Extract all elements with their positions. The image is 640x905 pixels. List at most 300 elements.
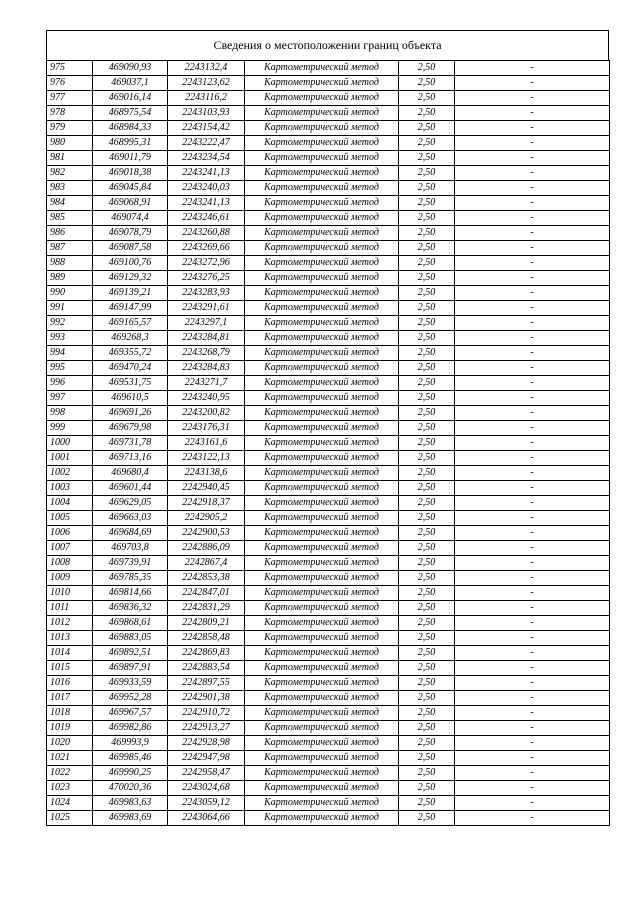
point-number-cell: 978 xyxy=(47,106,93,121)
method-cell: Картометрический метод xyxy=(245,706,399,721)
method-cell: Картометрический метод xyxy=(245,61,399,76)
y-coordinate-cell: 2243059,12 xyxy=(168,796,245,811)
point-number-cell: 1010 xyxy=(47,586,93,601)
y-coordinate-cell: 2243234,54 xyxy=(168,151,245,166)
point-number-cell: 995 xyxy=(47,361,93,376)
point-number-cell: 1003 xyxy=(47,481,93,496)
y-coordinate-cell: 2243240,03 xyxy=(168,181,245,196)
precision-cell: 2,50 xyxy=(399,796,455,811)
table-row xyxy=(47,271,610,286)
precision-cell: 2,50 xyxy=(399,766,455,781)
method-cell: Картометрический метод xyxy=(245,751,399,766)
y-coordinate-cell: 2242809,21 xyxy=(168,616,245,631)
point-number-cell: 975 xyxy=(47,61,93,76)
table-row xyxy=(47,211,610,226)
table-row xyxy=(47,421,610,436)
precision-cell: 2,50 xyxy=(399,61,455,76)
y-coordinate-cell: 2242918,37 xyxy=(168,496,245,511)
x-coordinate-cell: 470020,36 xyxy=(93,781,168,796)
y-coordinate-cell: 2242958,47 xyxy=(168,766,245,781)
method-cell: Картометрический метод xyxy=(245,796,399,811)
description-cell: - xyxy=(455,541,610,556)
table-row xyxy=(47,256,610,271)
point-number-cell: 1004 xyxy=(47,496,93,511)
table-row xyxy=(47,286,610,301)
description-cell: - xyxy=(455,241,610,256)
precision-cell: 2,50 xyxy=(399,646,455,661)
precision-cell: 2,50 xyxy=(399,736,455,751)
precision-cell: 2,50 xyxy=(399,571,455,586)
y-coordinate-cell: 2243271,7 xyxy=(168,376,245,391)
precision-cell: 2,50 xyxy=(399,586,455,601)
x-coordinate-cell: 469018,38 xyxy=(93,166,168,181)
point-number-cell: 997 xyxy=(47,391,93,406)
point-number-cell: 981 xyxy=(47,151,93,166)
description-cell: - xyxy=(455,121,610,136)
description-cell: - xyxy=(455,646,610,661)
table-row xyxy=(47,601,610,616)
description-cell: - xyxy=(455,211,610,226)
table-row xyxy=(47,181,610,196)
precision-cell: 2,50 xyxy=(399,781,455,796)
x-coordinate-cell: 469610,5 xyxy=(93,391,168,406)
table-row xyxy=(47,661,610,676)
method-cell: Картометрический метод xyxy=(245,181,399,196)
description-cell: - xyxy=(455,256,610,271)
method-cell: Картометрический метод xyxy=(245,586,399,601)
description-cell: - xyxy=(455,106,610,121)
table-row xyxy=(47,616,610,631)
y-coordinate-cell: 2242928,98 xyxy=(168,736,245,751)
precision-cell: 2,50 xyxy=(399,271,455,286)
precision-cell: 2,50 xyxy=(399,391,455,406)
point-number-cell: 983 xyxy=(47,181,93,196)
x-coordinate-cell: 469087,58 xyxy=(93,241,168,256)
y-coordinate-cell: 2242905,2 xyxy=(168,511,245,526)
table-row xyxy=(47,361,610,376)
y-coordinate-cell: 2243283,93 xyxy=(168,286,245,301)
description-cell: - xyxy=(455,766,610,781)
x-coordinate-cell: 469731,78 xyxy=(93,436,168,451)
method-cell: Картометрический метод xyxy=(245,256,399,271)
point-number-cell: 987 xyxy=(47,241,93,256)
y-coordinate-cell: 2243200,82 xyxy=(168,406,245,421)
description-cell: - xyxy=(455,466,610,481)
method-cell: Картометрический метод xyxy=(245,466,399,481)
description-cell: - xyxy=(455,151,610,166)
description-cell: - xyxy=(455,346,610,361)
x-coordinate-cell: 469967,57 xyxy=(93,706,168,721)
description-cell: - xyxy=(455,721,610,736)
table-row xyxy=(47,646,610,661)
method-cell: Картометрический метод xyxy=(245,766,399,781)
description-cell: - xyxy=(455,736,610,751)
point-number-cell: 1025 xyxy=(47,811,93,826)
description-cell: - xyxy=(455,661,610,676)
precision-cell: 2,50 xyxy=(399,691,455,706)
description-cell: - xyxy=(455,601,610,616)
table-row xyxy=(47,391,610,406)
precision-cell: 2,50 xyxy=(399,601,455,616)
point-number-cell: 990 xyxy=(47,286,93,301)
precision-cell: 2,50 xyxy=(399,286,455,301)
y-coordinate-cell: 2243276,25 xyxy=(168,271,245,286)
method-cell: Картометрический метод xyxy=(245,631,399,646)
table-row xyxy=(47,466,610,481)
method-cell: Картометрический метод xyxy=(245,76,399,91)
x-coordinate-cell: 469268,3 xyxy=(93,331,168,346)
precision-cell: 2,50 xyxy=(399,526,455,541)
precision-cell: 2,50 xyxy=(399,406,455,421)
method-cell: Картометрический метод xyxy=(245,526,399,541)
x-coordinate-cell: 469016,14 xyxy=(93,91,168,106)
method-cell: Картометрический метод xyxy=(245,451,399,466)
description-cell: - xyxy=(455,691,610,706)
description-cell: - xyxy=(455,511,610,526)
description-cell: - xyxy=(455,271,610,286)
x-coordinate-cell: 469990,25 xyxy=(93,766,168,781)
point-number-cell: 1006 xyxy=(47,526,93,541)
x-coordinate-cell: 469814,66 xyxy=(93,586,168,601)
point-number-cell: 984 xyxy=(47,196,93,211)
table-row xyxy=(47,226,610,241)
y-coordinate-cell: 2243272,96 xyxy=(168,256,245,271)
description-cell: - xyxy=(455,706,610,721)
method-cell: Картометрический метод xyxy=(245,166,399,181)
x-coordinate-cell: 468995,31 xyxy=(93,136,168,151)
table-row xyxy=(47,376,610,391)
point-number-cell: 1021 xyxy=(47,751,93,766)
precision-cell: 2,50 xyxy=(399,91,455,106)
method-cell: Картометрический метод xyxy=(245,331,399,346)
y-coordinate-cell: 2242900,53 xyxy=(168,526,245,541)
method-cell: Картометрический метод xyxy=(245,691,399,706)
method-cell: Картометрический метод xyxy=(245,736,399,751)
x-coordinate-cell: 469045,84 xyxy=(93,181,168,196)
y-coordinate-cell: 2243122,13 xyxy=(168,451,245,466)
point-number-cell: 994 xyxy=(47,346,93,361)
precision-cell: 2,50 xyxy=(399,301,455,316)
precision-cell: 2,50 xyxy=(399,481,455,496)
y-coordinate-cell: 2243297,1 xyxy=(168,316,245,331)
method-cell: Картометрический метод xyxy=(245,271,399,286)
x-coordinate-cell: 469165,57 xyxy=(93,316,168,331)
method-cell: Картометрический метод xyxy=(245,436,399,451)
y-coordinate-cell: 2243240,95 xyxy=(168,391,245,406)
y-coordinate-cell: 2242847,01 xyxy=(168,586,245,601)
description-cell: - xyxy=(455,331,610,346)
table-row xyxy=(47,106,610,121)
table-body xyxy=(47,61,610,826)
method-cell: Картометрический метод xyxy=(245,556,399,571)
y-coordinate-cell: 2242883,54 xyxy=(168,661,245,676)
y-coordinate-cell: 2243154,42 xyxy=(168,121,245,136)
method-cell: Картометрический метод xyxy=(245,781,399,796)
precision-cell: 2,50 xyxy=(399,556,455,571)
method-cell: Картометрический метод xyxy=(245,421,399,436)
table-row xyxy=(47,136,610,151)
method-cell: Картометрический метод xyxy=(245,481,399,496)
x-coordinate-cell: 469147,99 xyxy=(93,301,168,316)
point-number-cell: 982 xyxy=(47,166,93,181)
table-row xyxy=(47,571,610,586)
method-cell: Картометрический метод xyxy=(245,646,399,661)
x-coordinate-cell: 469680,4 xyxy=(93,466,168,481)
description-cell: - xyxy=(455,406,610,421)
description-cell: - xyxy=(455,571,610,586)
precision-cell: 2,50 xyxy=(399,466,455,481)
precision-cell: 2,50 xyxy=(399,106,455,121)
y-coordinate-cell: 2242858,48 xyxy=(168,631,245,646)
y-coordinate-cell: 2242910,72 xyxy=(168,706,245,721)
point-number-cell: 1016 xyxy=(47,676,93,691)
point-number-cell: 1015 xyxy=(47,661,93,676)
x-coordinate-cell: 469139,21 xyxy=(93,286,168,301)
precision-cell: 2,50 xyxy=(399,616,455,631)
table-row xyxy=(47,346,610,361)
point-number-cell: 1023 xyxy=(47,781,93,796)
point-number-cell: 991 xyxy=(47,301,93,316)
precision-cell: 2,50 xyxy=(399,376,455,391)
point-number-cell: 976 xyxy=(47,76,93,91)
x-coordinate-cell: 469531,75 xyxy=(93,376,168,391)
method-cell: Картометрический метод xyxy=(245,91,399,106)
y-coordinate-cell: 2243132,4 xyxy=(168,61,245,76)
table-row xyxy=(47,631,610,646)
x-coordinate-cell: 469883,05 xyxy=(93,631,168,646)
y-coordinate-cell: 2242831,29 xyxy=(168,601,245,616)
x-coordinate-cell: 469601,44 xyxy=(93,481,168,496)
x-coordinate-cell: 469836,32 xyxy=(93,601,168,616)
point-number-cell: 989 xyxy=(47,271,93,286)
point-number-cell: 1011 xyxy=(47,601,93,616)
table-row xyxy=(47,316,610,331)
point-number-cell: 985 xyxy=(47,211,93,226)
precision-cell: 2,50 xyxy=(399,496,455,511)
y-coordinate-cell: 2243246,61 xyxy=(168,211,245,226)
point-number-cell: 1005 xyxy=(47,511,93,526)
y-coordinate-cell: 2243291,61 xyxy=(168,301,245,316)
precision-cell: 2,50 xyxy=(399,451,455,466)
description-cell: - xyxy=(455,166,610,181)
y-coordinate-cell: 2242869,83 xyxy=(168,646,245,661)
method-cell: Картометрический метод xyxy=(245,406,399,421)
method-cell: Картометрический метод xyxy=(245,121,399,136)
y-coordinate-cell: 2243161,6 xyxy=(168,436,245,451)
y-coordinate-cell: 2243138,6 xyxy=(168,466,245,481)
y-coordinate-cell: 2242940,45 xyxy=(168,481,245,496)
point-number-cell: 1012 xyxy=(47,616,93,631)
x-coordinate-cell: 469868,61 xyxy=(93,616,168,631)
method-cell: Картометрический метод xyxy=(245,106,399,121)
table-row xyxy=(47,781,610,796)
y-coordinate-cell: 2243116,2 xyxy=(168,91,245,106)
precision-cell: 2,50 xyxy=(399,361,455,376)
table-row xyxy=(47,481,610,496)
x-coordinate-cell: 469993,9 xyxy=(93,736,168,751)
method-cell: Картометрический метод xyxy=(245,361,399,376)
point-number-cell: 999 xyxy=(47,421,93,436)
description-cell: - xyxy=(455,526,610,541)
table-row xyxy=(47,61,610,76)
point-number-cell: 1017 xyxy=(47,691,93,706)
method-cell: Картометрический метод xyxy=(245,226,399,241)
description-cell: - xyxy=(455,136,610,151)
method-cell: Картометрический метод xyxy=(245,136,399,151)
precision-cell: 2,50 xyxy=(399,511,455,526)
table-row xyxy=(47,736,610,751)
method-cell: Картометрический метод xyxy=(245,511,399,526)
method-cell: Картометрический метод xyxy=(245,301,399,316)
x-coordinate-cell: 469679,98 xyxy=(93,421,168,436)
precision-cell: 2,50 xyxy=(399,76,455,91)
y-coordinate-cell: 2243176,31 xyxy=(168,421,245,436)
method-cell: Картометрический метод xyxy=(245,661,399,676)
precision-cell: 2,50 xyxy=(399,541,455,556)
point-number-cell: 977 xyxy=(47,91,93,106)
x-coordinate-cell: 469011,79 xyxy=(93,151,168,166)
method-cell: Картометрический метод xyxy=(245,241,399,256)
description-cell: - xyxy=(455,586,610,601)
x-coordinate-cell: 469684,69 xyxy=(93,526,168,541)
point-number-cell: 992 xyxy=(47,316,93,331)
table-row xyxy=(47,331,610,346)
x-coordinate-cell: 469933,59 xyxy=(93,676,168,691)
method-cell: Картометрический метод xyxy=(245,196,399,211)
x-coordinate-cell: 469982,86 xyxy=(93,721,168,736)
y-coordinate-cell: 2243123,62 xyxy=(168,76,245,91)
table-title: Сведения о местоположении границ объекта xyxy=(46,30,609,60)
method-cell: Картометрический метод xyxy=(245,496,399,511)
x-coordinate-cell: 469074,4 xyxy=(93,211,168,226)
precision-cell: 2,50 xyxy=(399,676,455,691)
point-number-cell: 1019 xyxy=(47,721,93,736)
table-row xyxy=(47,556,610,571)
method-cell: Картометрический метод xyxy=(245,676,399,691)
table-row xyxy=(47,301,610,316)
precision-cell: 2,50 xyxy=(399,226,455,241)
point-number-cell: 993 xyxy=(47,331,93,346)
point-number-cell: 1007 xyxy=(47,541,93,556)
precision-cell: 2,50 xyxy=(399,721,455,736)
method-cell: Картометрический метод xyxy=(245,376,399,391)
y-coordinate-cell: 2243260,88 xyxy=(168,226,245,241)
description-cell: - xyxy=(455,796,610,811)
point-number-cell: 1000 xyxy=(47,436,93,451)
method-cell: Картометрический метод xyxy=(245,391,399,406)
table-row xyxy=(47,496,610,511)
method-cell: Картометрический метод xyxy=(245,721,399,736)
precision-cell: 2,50 xyxy=(399,331,455,346)
point-number-cell: 1002 xyxy=(47,466,93,481)
description-cell: - xyxy=(455,631,610,646)
method-cell: Картометрический метод xyxy=(245,211,399,226)
table-row xyxy=(47,691,610,706)
x-coordinate-cell: 469691,26 xyxy=(93,406,168,421)
description-cell: - xyxy=(455,226,610,241)
x-coordinate-cell: 469892,51 xyxy=(93,646,168,661)
x-coordinate-cell: 469129,32 xyxy=(93,271,168,286)
method-cell: Картометрический метод xyxy=(245,151,399,166)
method-cell: Картометрический метод xyxy=(245,346,399,361)
precision-cell: 2,50 xyxy=(399,121,455,136)
x-coordinate-cell: 468984,33 xyxy=(93,121,168,136)
table-row xyxy=(47,811,610,826)
description-cell: - xyxy=(455,481,610,496)
y-coordinate-cell: 2243064,66 xyxy=(168,811,245,826)
description-cell: - xyxy=(455,61,610,76)
precision-cell: 2,50 xyxy=(399,256,455,271)
precision-cell: 2,50 xyxy=(399,196,455,211)
table-row xyxy=(47,166,610,181)
description-cell: - xyxy=(455,496,610,511)
point-number-cell: 996 xyxy=(47,376,93,391)
description-cell: - xyxy=(455,196,610,211)
coordinates-table xyxy=(46,60,610,826)
point-number-cell: 988 xyxy=(47,256,93,271)
precision-cell: 2,50 xyxy=(399,421,455,436)
document-sheet xyxy=(46,30,609,826)
x-coordinate-cell: 469983,63 xyxy=(93,796,168,811)
table-row xyxy=(47,121,610,136)
description-cell: - xyxy=(455,286,610,301)
method-cell: Картометрический метод xyxy=(245,571,399,586)
description-cell: - xyxy=(455,316,610,331)
description-cell: - xyxy=(455,91,610,106)
x-coordinate-cell: 469068,91 xyxy=(93,196,168,211)
point-number-cell: 980 xyxy=(47,136,93,151)
y-coordinate-cell: 2243241,13 xyxy=(168,196,245,211)
description-cell: - xyxy=(455,556,610,571)
method-cell: Картометрический метод xyxy=(245,286,399,301)
x-coordinate-cell: 469470,24 xyxy=(93,361,168,376)
point-number-cell: 1001 xyxy=(47,451,93,466)
table-row xyxy=(47,751,610,766)
precision-cell: 2,50 xyxy=(399,166,455,181)
precision-cell: 2,50 xyxy=(399,151,455,166)
table-row xyxy=(47,196,610,211)
x-coordinate-cell: 469037,1 xyxy=(93,76,168,91)
point-number-cell: 1009 xyxy=(47,571,93,586)
description-cell: - xyxy=(455,361,610,376)
x-coordinate-cell: 469100,76 xyxy=(93,256,168,271)
y-coordinate-cell: 2242913,27 xyxy=(168,721,245,736)
table-row xyxy=(47,676,610,691)
x-coordinate-cell: 469985,46 xyxy=(93,751,168,766)
table-row xyxy=(47,511,610,526)
table-row xyxy=(47,76,610,91)
table-row xyxy=(47,151,610,166)
y-coordinate-cell: 2243268,79 xyxy=(168,346,245,361)
y-coordinate-cell: 2242853,38 xyxy=(168,571,245,586)
precision-cell: 2,50 xyxy=(399,211,455,226)
table-row xyxy=(47,706,610,721)
description-cell: - xyxy=(455,616,610,631)
precision-cell: 2,50 xyxy=(399,346,455,361)
description-cell: - xyxy=(455,811,610,826)
point-number-cell: 998 xyxy=(47,406,93,421)
precision-cell: 2,50 xyxy=(399,181,455,196)
y-coordinate-cell: 2242947,98 xyxy=(168,751,245,766)
table-row xyxy=(47,766,610,781)
table-row xyxy=(47,541,610,556)
description-cell: - xyxy=(455,181,610,196)
x-coordinate-cell: 469355,72 xyxy=(93,346,168,361)
table-row xyxy=(47,406,610,421)
table-row xyxy=(47,721,610,736)
description-cell: - xyxy=(455,301,610,316)
method-cell: Картометрический метод xyxy=(245,811,399,826)
